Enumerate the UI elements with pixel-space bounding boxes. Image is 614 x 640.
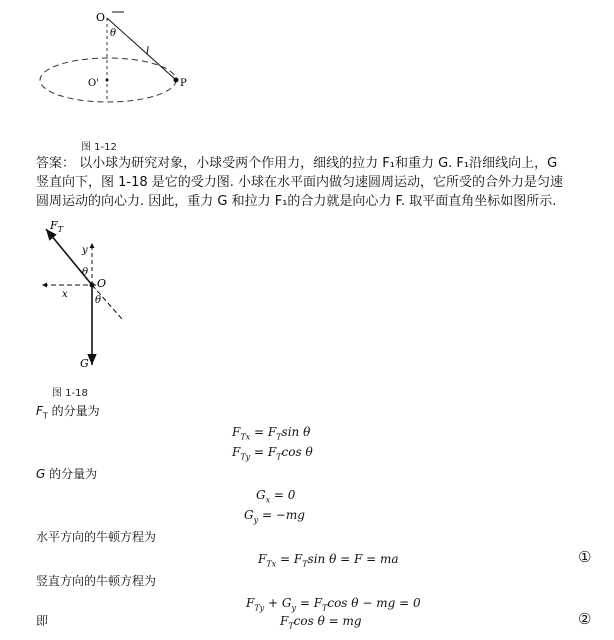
answer-paragraph — [36, 154, 606, 211]
eq-gy: $G_y = -mg$ — [244, 508, 305, 525]
equation-marker-2: ② — [578, 610, 592, 628]
figure-force-diagram — [0, 215, 200, 385]
label-O: O — [97, 277, 107, 290]
figure-conical-pendulum — [0, 0, 614, 160]
ft-components-label: $F_T$ 的分量为 — [36, 404, 100, 421]
label-FT: $F_T$ — [50, 219, 63, 234]
label-l: l — [146, 46, 150, 57]
label-theta: θ — [110, 28, 117, 39]
horizontal-label: 水平方向的牛顿方程为 — [36, 530, 157, 544]
label-theta-bottom: θ — [95, 295, 102, 306]
label-P: P — [180, 78, 187, 89]
answer-line-3: 圆周运动的向心力. 因此，重力 G 和拉力 F₁的合力就是向心力 F. 取平面直角坐标如图所示. — [36, 194, 557, 209]
eq-gx: $G_x = 0$ — [256, 488, 296, 505]
eq-ftx: $F_{Tx} = F_T\sin$ θ — [232, 425, 311, 442]
label-O-prime: O' — [88, 78, 99, 89]
g-components-label: G 的分量为 — [36, 467, 98, 481]
eq-fty: $F_{Ty} = F_T\cos$ θ — [232, 445, 313, 462]
eq-final: $F_T\cos$ θ = mg — [280, 614, 362, 631]
label-G: G — [80, 357, 89, 370]
label-theta-top: θ — [82, 267, 89, 278]
origin-point — [90, 283, 95, 288]
string-line — [107, 18, 176, 80]
label-y: y — [82, 245, 88, 256]
answer-line-2: 竖直向下，图 1-18 是它的受力图. 小球在水平面内做匀速圆周运动，它所受的合外力是匀速 — [36, 175, 564, 190]
eq-vertical: $F_{Ty} + G_y = F_T\cos$ θ − mg = 0 — [246, 596, 421, 613]
center-point — [106, 79, 109, 82]
ji-label: 即 — [36, 614, 49, 628]
eq-horizontal: $F_{Tx} = F_T\sin$ θ = F = ma — [258, 552, 399, 569]
figure2-caption: 图 1-18 — [52, 388, 88, 399]
answer-line-1: 答案： 以小球为研究对象，小球受两个作用力，细线的拉力 F₁和重力 G. F₁沿细线向上，G — [36, 156, 558, 171]
equation-marker-1: ① — [578, 548, 592, 566]
label-O: O — [96, 11, 106, 24]
pendulum-ball — [174, 78, 179, 83]
figure1-caption: 图 1-12 — [81, 142, 117, 153]
label-x: x — [62, 289, 68, 300]
vertical-label: 竖直方向的牛顿方程为 — [36, 574, 157, 588]
